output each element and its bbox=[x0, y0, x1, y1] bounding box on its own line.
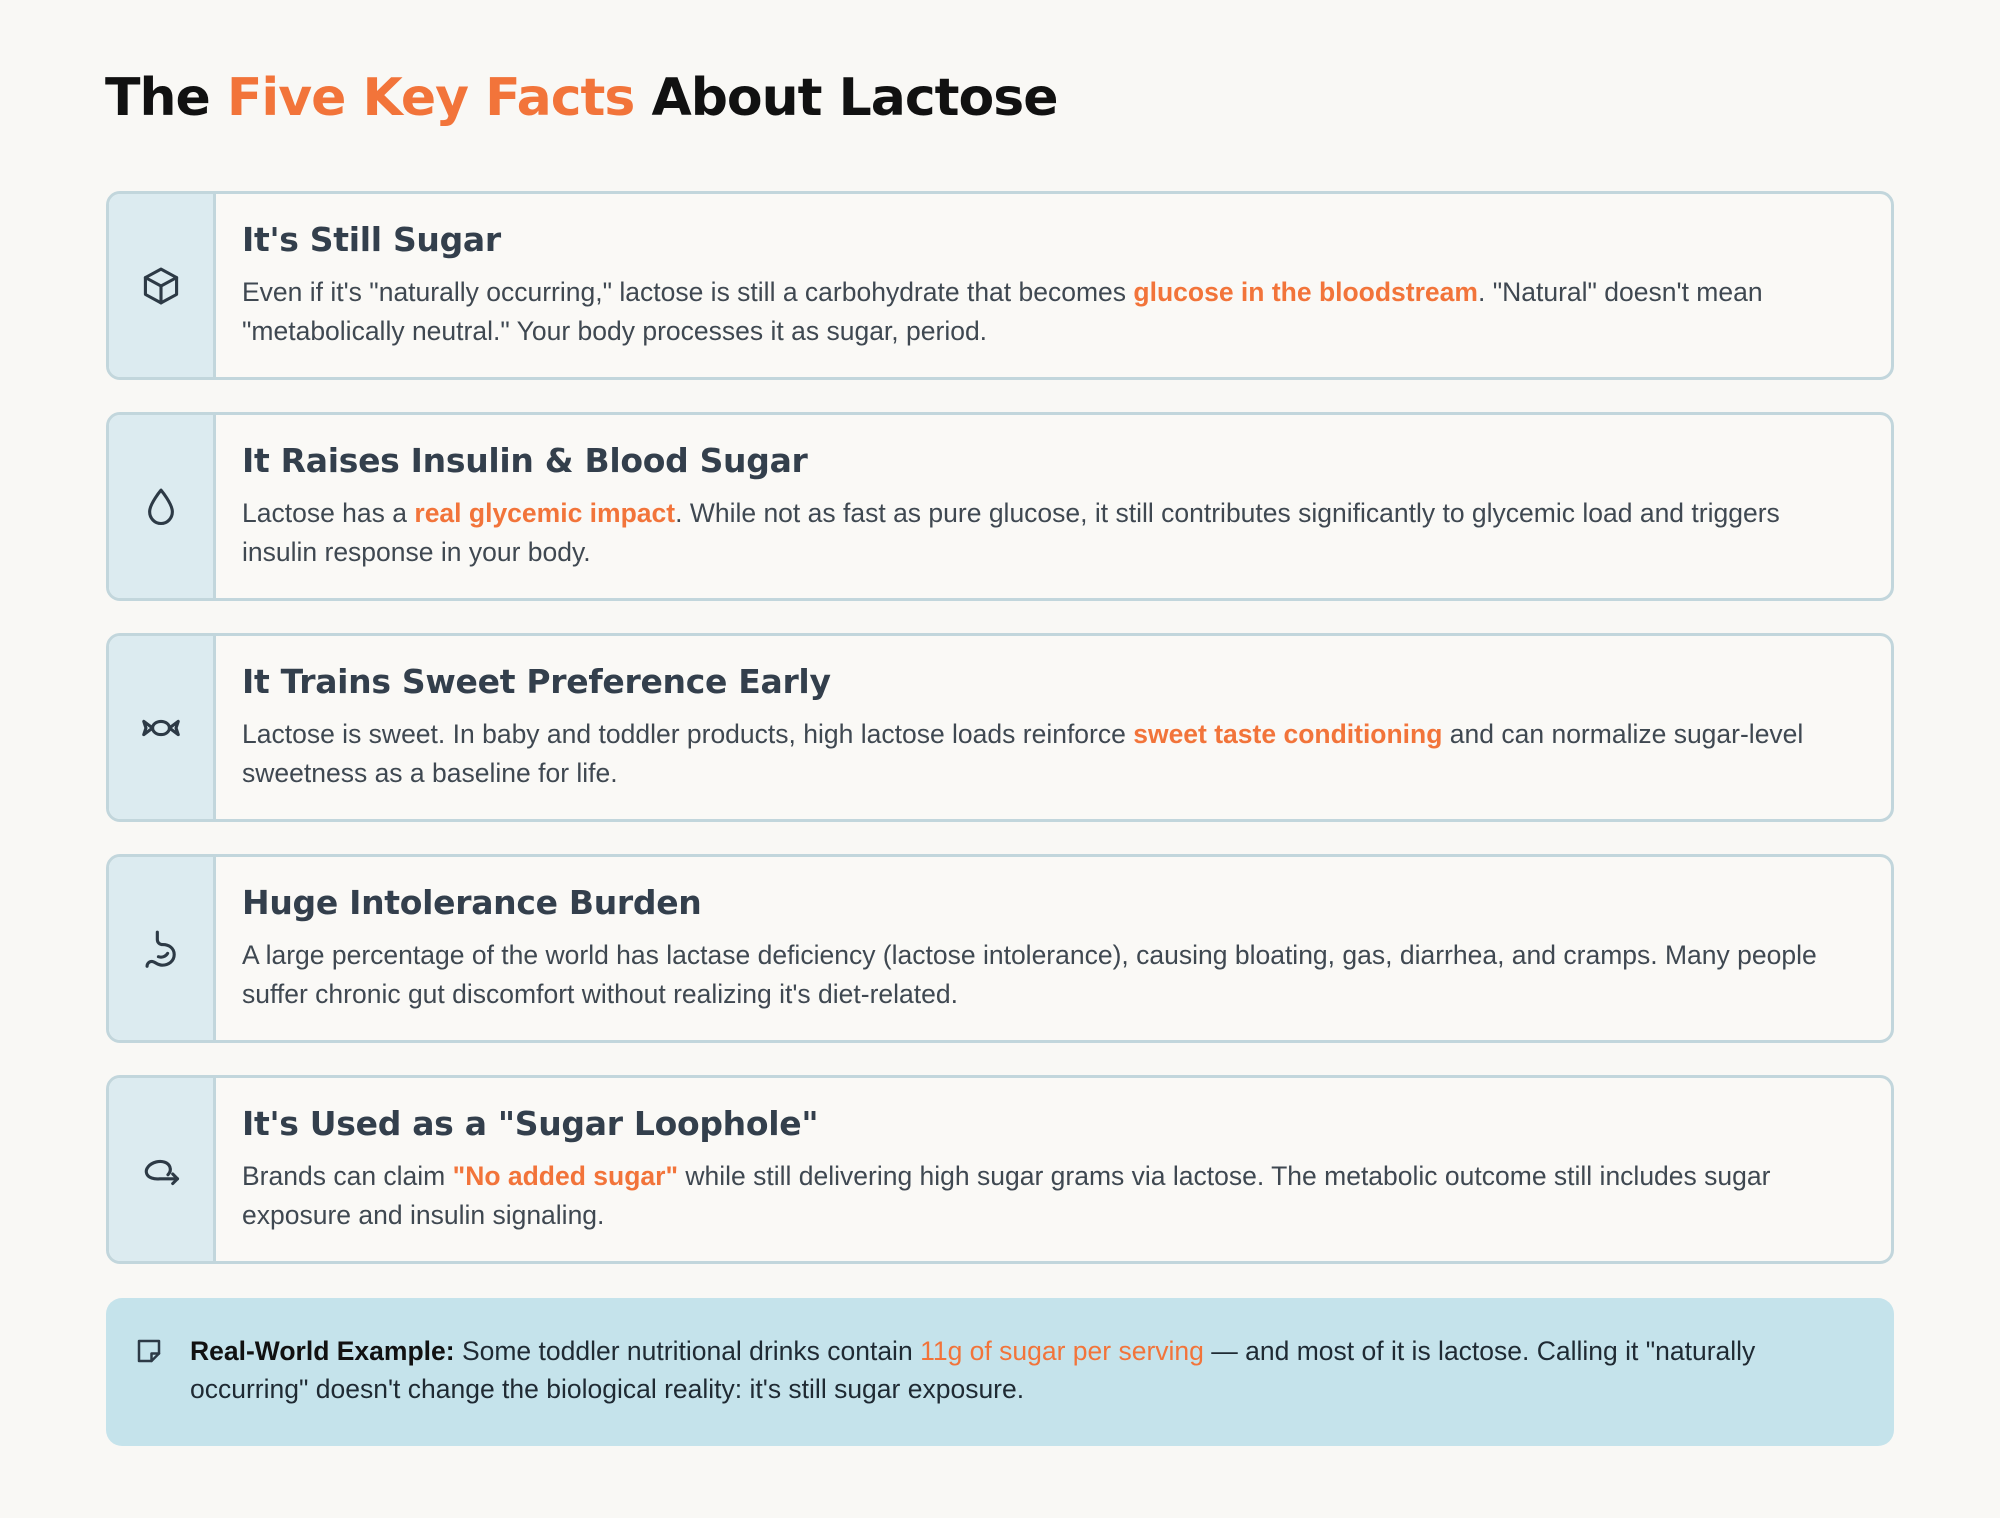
fact-text bbox=[242, 715, 1851, 793]
example-highlight: 11g of sugar per serving bbox=[920, 1336, 1204, 1366]
fact-title: It's Used as a "Sugar Loophole" bbox=[242, 1104, 819, 1143]
example-text-part: Some toddler nutritional drinks contain bbox=[454, 1336, 921, 1366]
fact-text-part: . While not as fast as pure glucose, it still contributes significantly to glycemic load and triggers insulin response in your body. bbox=[242, 498, 1780, 567]
fact-body bbox=[216, 857, 1891, 1040]
fact-highlight: "No added sugar" bbox=[452, 1161, 679, 1191]
fact-title: It Raises Insulin & Blood Sugar bbox=[242, 441, 808, 480]
title-post: About Lactose bbox=[634, 68, 1058, 128]
fact-text bbox=[242, 1157, 1851, 1235]
fact-card-still-sugar bbox=[106, 191, 1894, 380]
fact-highlight: glucose in the bloodstream bbox=[1133, 277, 1478, 307]
fact-title: It Trains Sweet Preference Early bbox=[242, 662, 831, 701]
loophole-arrow-icon bbox=[139, 1148, 183, 1192]
fact-text bbox=[242, 273, 1851, 351]
fact-title: Huge Intolerance Burden bbox=[242, 883, 702, 922]
fact-text-part: Lactose is sweet. In baby and toddler products, high lactose loads reinforce bbox=[242, 719, 1134, 749]
real-world-example-callout bbox=[106, 1298, 1894, 1446]
fact-card-intolerance bbox=[106, 854, 1894, 1043]
fact-text-part: Brands can claim bbox=[242, 1161, 453, 1191]
fact-highlight: sweet taste conditioning bbox=[1133, 719, 1443, 749]
fact-title: It's Still Sugar bbox=[242, 220, 501, 259]
fact-highlight: real glycemic impact bbox=[414, 498, 676, 528]
fact-body bbox=[216, 194, 1891, 377]
fact-text-part: Lactose has a bbox=[242, 498, 415, 528]
example-lead: Real-World Example: bbox=[190, 1336, 455, 1366]
fact-body bbox=[216, 415, 1891, 598]
fact-card-sugar-loophole bbox=[106, 1075, 1894, 1264]
fact-icon-column bbox=[109, 1078, 216, 1261]
fact-card-insulin bbox=[106, 412, 1894, 601]
fact-icon-column bbox=[109, 636, 216, 819]
title-accent: Five Key Facts bbox=[226, 68, 635, 128]
facts-list bbox=[106, 191, 1894, 1296]
droplet-icon bbox=[139, 485, 183, 529]
fact-icon-column bbox=[109, 194, 216, 377]
fact-icon-column bbox=[109, 857, 216, 1040]
cube-icon bbox=[139, 264, 183, 308]
fact-text-part: . "Natural" doesn't mean "metabolically neutral." Your body processes it as sugar, period. bbox=[242, 277, 1763, 346]
sticky-note-icon bbox=[134, 1336, 164, 1366]
example-text-part: — and most of it is lactose. Calling it "naturally occurring" doesn't change the biological reality: it's still sugar exposure. bbox=[190, 1336, 1756, 1404]
fact-text bbox=[242, 936, 1851, 1014]
fact-text-part: A large percentage of the world has lactase deficiency (lactose intolerance), causing bloating, gas, diarrhea, and cramps. Many people suffer chronic gut discomfort without realizing it's diet-related. bbox=[242, 940, 1817, 1009]
title-pre: The bbox=[105, 68, 227, 128]
fact-card-sweet-preference bbox=[106, 633, 1894, 822]
fact-text-part: Even if it's "naturally occurring," lactose is still a carbohydrate that becomes bbox=[242, 277, 1134, 307]
fact-body bbox=[216, 636, 1891, 819]
fact-icon-column bbox=[109, 415, 216, 598]
fact-body bbox=[216, 1078, 1891, 1261]
candy-icon bbox=[139, 706, 183, 750]
fact-text-part: while still delivering high sugar grams via lactose. The metabolic outcome still includes sugar exposure and insulin signaling. bbox=[242, 1161, 1771, 1230]
fact-text bbox=[242, 494, 1851, 572]
page-title bbox=[105, 68, 1057, 128]
example-text bbox=[190, 1332, 1834, 1408]
fact-text-part: and can normalize sugar-level sweetness as a baseline for life. bbox=[242, 719, 1804, 788]
stomach-icon bbox=[139, 927, 183, 971]
